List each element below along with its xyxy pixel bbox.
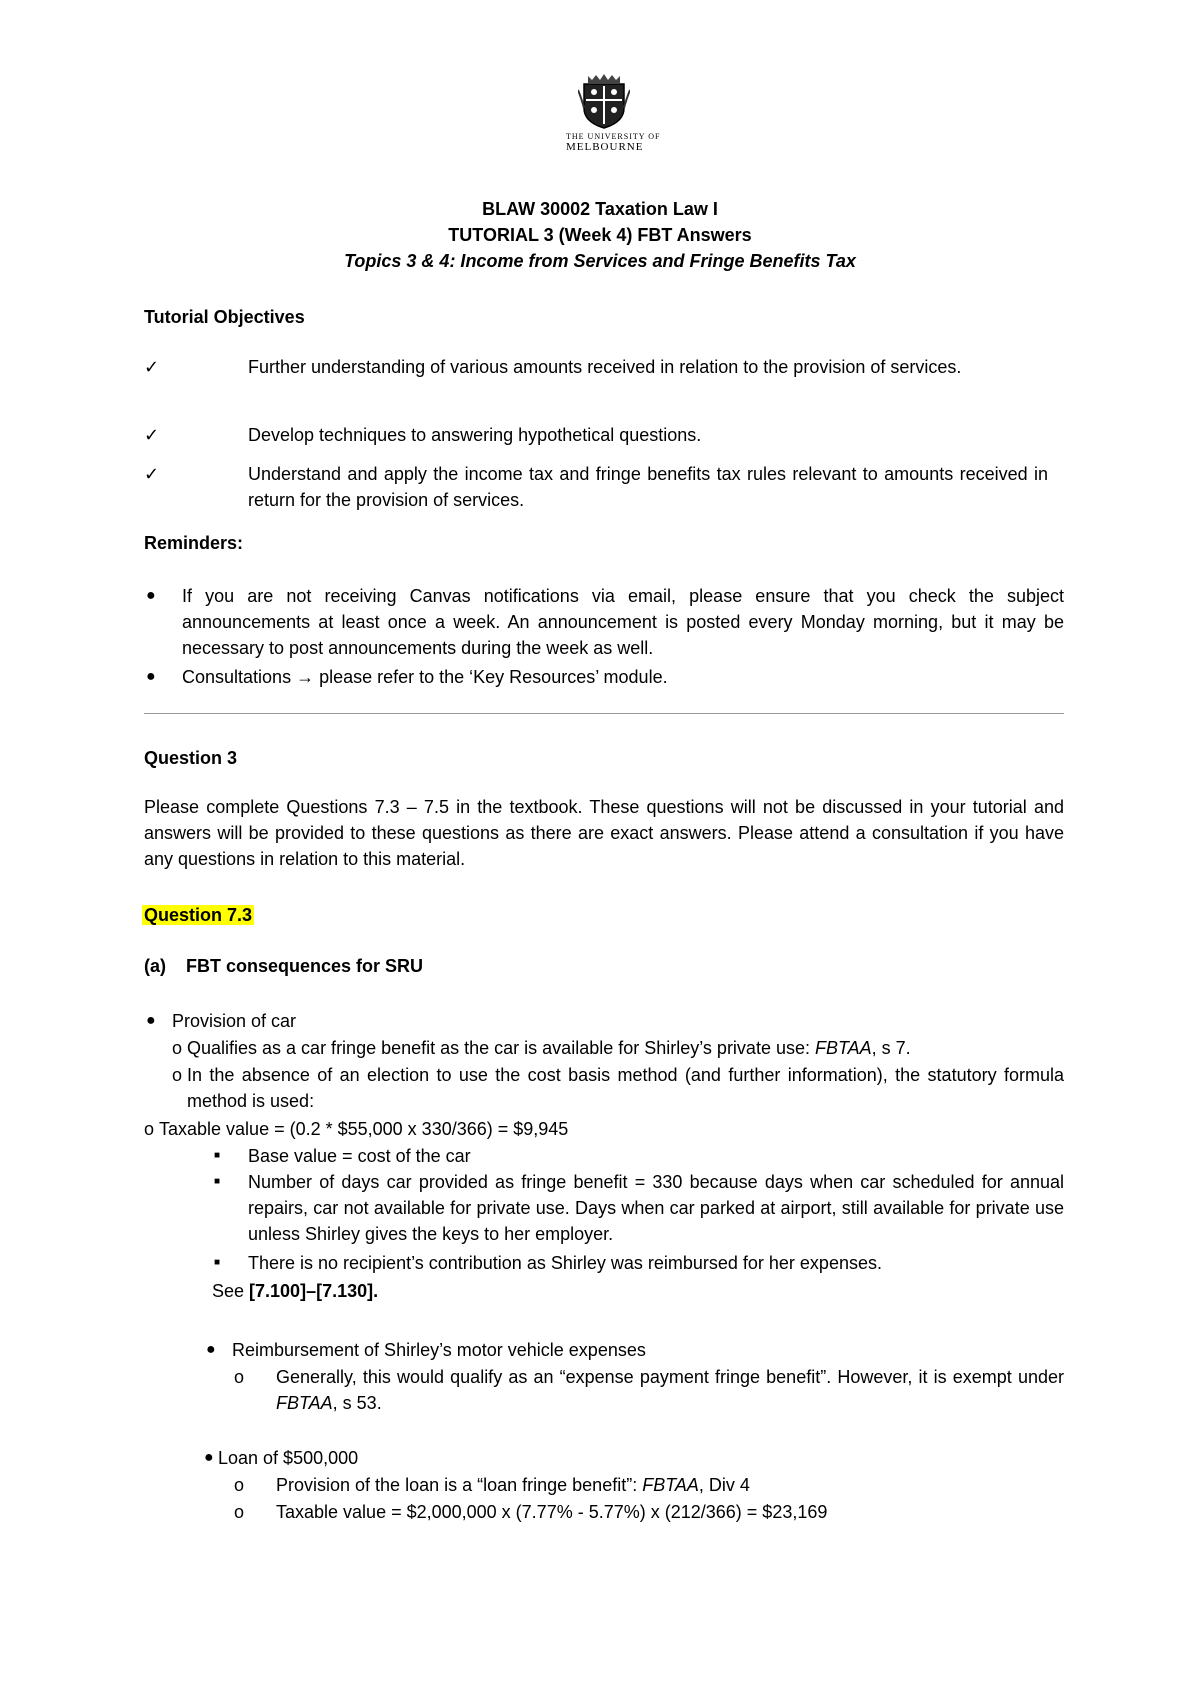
reimbursement-title: Reimbursement of Shirley’s motor vehicle expenses <box>232 1340 646 1360</box>
university-logo <box>566 70 661 153</box>
car-see-reference <box>212 1278 378 1304</box>
square-bullet-icon: ■ <box>214 1176 221 1187</box>
car-sub1 <box>187 1035 911 1061</box>
car-sub1-text: Qualifies as a car fringe benefit as the car is available for Shirley’s private use: <box>187 1038 815 1058</box>
see-paragraph-ref: [7.100]–[7.130]. <box>249 1281 379 1301</box>
loan-sub1-suffix: , Div 4 <box>698 1475 750 1495</box>
loan-taxable-value: Taxable value = $2,000,000 x (7.77% - 5.77%) x (212/366) = $23,169 <box>276 1502 828 1522</box>
objective-item: Develop techniques to answering hypothetical questions. <box>248 425 702 445</box>
car-detail-1: Base value = cost of the car <box>248 1146 471 1166</box>
objective-item: Further understanding of various amounts received in relation to the provision of services. <box>248 357 962 377</box>
circle-bullet-icon: o <box>234 1475 245 1495</box>
topics-subtitle: Topics 3 & 4: Income from Services and Fringe Benefits Tax <box>344 251 856 271</box>
circle-bullet-icon: o <box>234 1502 245 1522</box>
square-bullet-icon: ■ <box>214 1257 221 1268</box>
square-bullet-icon: ■ <box>214 1150 221 1161</box>
reminder-item: Consultations → please refer to the ‘Key Resources’ module. <box>182 667 668 687</box>
reimbursement-sub1-act: FBTAA <box>276 1393 333 1413</box>
part-a-heading: (a) FBT consequences for SRU <box>144 956 424 976</box>
objectives-heading: Tutorial Objectives <box>144 307 305 327</box>
crest-icon <box>578 70 630 130</box>
checkmark-icon: ✓ <box>144 425 160 445</box>
question73-heading-text: Question 7.3 <box>144 905 253 925</box>
loan-sub1-text: Provision of the loan is a “loan fringe benefit”: <box>276 1475 643 1495</box>
loan-sub1 <box>276 1472 750 1498</box>
loan-sub1-act: FBTAA <box>642 1475 699 1495</box>
bullet-icon: ● <box>204 1449 214 1466</box>
tutorial-title: TUTORIAL 3 (Week 4) FBT Answers <box>448 225 752 245</box>
reimbursement-sub1 <box>276 1364 1064 1416</box>
checkmark-icon: ✓ <box>144 464 160 484</box>
question3-body: Please complete Questions 7.3 – 7.5 in the textbook. These questions will not be discussed in your tutorial and answers will be provided to these questions as there are exact answers. Please attend a consultation if you have any questions in relation to this material. <box>144 797 1064 869</box>
bullet-icon: ● <box>206 1341 216 1358</box>
reimbursement-sub1-text: Generally, this would qualify as an “expense payment fringe benefit”. However, it is exempt under <box>276 1367 1064 1387</box>
circle-bullet-icon: o <box>144 1119 155 1139</box>
reminder-item: If you are not receiving Canvas notifications via email, please ensure that you check the subject announcements at least once a week. An announcement is posted every Monday morning, but it may be necessary to post announcements during the week as well. <box>182 586 1064 658</box>
car-sub1-act: FBTAA <box>814 1038 872 1058</box>
car-title: Provision of car <box>172 1011 297 1031</box>
car-detail-2: Number of days car provided as fringe benefit = 330 because days when car scheduled for annual repairs, car not available for private use. Days when car parked at airport, still available for private use unless Shirley gives the keys to her employer. <box>248 1172 1064 1244</box>
bullet-icon: ● <box>146 668 156 685</box>
see-label: See <box>212 1281 250 1301</box>
car-detail-3: There is no recipient’s contribution as Shirley was reimbursed for her expenses. <box>248 1253 882 1273</box>
circle-bullet-icon: o <box>234 1367 245 1387</box>
circle-bullet-icon: o <box>172 1065 183 1085</box>
bullet-icon: ● <box>146 1012 156 1029</box>
objective-item: Understand and apply the income tax and fringe benefits tax rules relevant to amounts received in return for the provision of services. <box>248 464 1048 510</box>
reimbursement-sub1-suffix: , s 53. <box>332 1393 382 1413</box>
checkmark-icon: ✓ <box>144 357 160 377</box>
question73-heading <box>142 902 254 928</box>
question3-heading: Question 3 <box>144 748 238 768</box>
car-sub1-suffix: , s 7. <box>871 1038 911 1058</box>
loan-title: Loan of $500,000 <box>218 1448 359 1468</box>
bullet-icon: ● <box>146 587 156 604</box>
reminders-heading: Reminders: <box>144 533 244 553</box>
car-sub2: In the absence of an election to use the cost basis method (and further information), the statutory formula method is used: <box>187 1065 1064 1111</box>
circle-bullet-icon: o <box>172 1038 183 1058</box>
section-divider <box>144 713 1064 714</box>
logo-text-line1: THE UNIVERSITY OF <box>566 132 661 141</box>
course-title: BLAW 30002 Taxation Law I <box>482 199 718 219</box>
car-taxable-value: Taxable value = (0.2 * $55,000 x 330/366) = $9,945 <box>159 1119 569 1139</box>
logo-text-line2: MELBOURNE <box>566 141 644 153</box>
